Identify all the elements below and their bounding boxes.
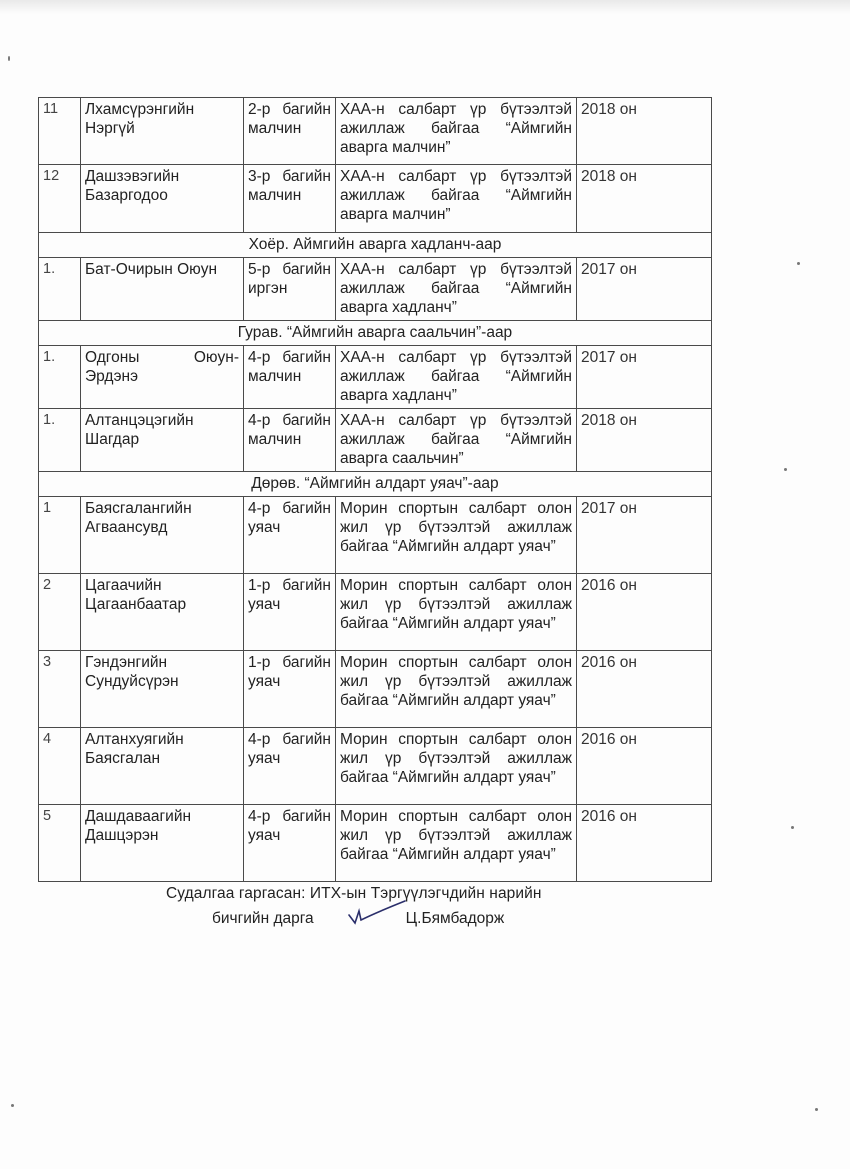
award-description: Морин спортын салбарт олон жил үр бүтээлтэй ажиллаж байгаа “Аймгийн алдарт уяач” [336, 728, 577, 805]
row-number: 11 [39, 98, 81, 165]
section-title: Гурав. “Аймгийн аварга саальчин”-аар [39, 321, 712, 346]
scan-edge [0, 0, 850, 14]
person-name: Бат-Очирын Оюун [81, 258, 244, 321]
table-row [39, 165, 712, 233]
person-name: Дашзэвэгийн Базаргодоо [81, 165, 244, 233]
person-position: 1-р багийн уяач [244, 574, 336, 651]
awards-table [38, 97, 712, 882]
award-year: 2016 он [577, 574, 712, 651]
person-name: Одгоны Оюун-Эрдэнэ [81, 346, 244, 409]
person-position: 4-р багийн уяач [244, 497, 336, 574]
person-position: 3-р багийн малчин [244, 165, 336, 233]
table-row [39, 98, 712, 165]
person-name: Дашдаваагийн Дашцэрэн [81, 805, 244, 882]
handwritten-signature [335, 893, 425, 927]
award-description: ХАА-н салбарт үр бүтээлтэй ажиллаж байгаа “Аймгийн аварга малчин” [336, 98, 577, 165]
person-position: 4-р багийн малчин [244, 346, 336, 409]
person-position: 1-р багийн уяач [244, 651, 336, 728]
award-year: 2016 он [577, 728, 712, 805]
section-header-row [39, 233, 712, 258]
award-year: 2018 он [577, 98, 712, 165]
section-title: Дөрөв. “Аймгийн алдарт уяач”-аар [39, 472, 712, 497]
table-row [39, 258, 712, 321]
scan-speck [791, 826, 794, 829]
row-number: 4 [39, 728, 81, 805]
award-description: ХАА-н салбарт үр бүтээлтэй ажиллаж байгаа “Аймгийн аварга малчин” [336, 165, 577, 233]
row-number: 12 [39, 165, 81, 233]
award-year: 2016 он [577, 805, 712, 882]
signer-name: Ц.Бямбадорж [405, 910, 505, 927]
person-name: Гэндэнгийн Сундуйсүрэн [81, 651, 244, 728]
award-year: 2017 он [577, 497, 712, 574]
section-header-row [39, 472, 712, 497]
row-number: 3 [39, 651, 81, 728]
table-body [39, 98, 712, 882]
award-year: 2018 он [577, 165, 712, 233]
scan-speck [8, 56, 10, 61]
person-name: Алтанцэцэгийн Шагдар [81, 409, 244, 472]
award-description: ХАА-н салбарт үр бүтээлтэй ажиллаж байгаа “Аймгийн аварга саальчин” [336, 409, 577, 472]
row-number: 1 [39, 497, 81, 574]
award-description: Морин спортын салбарт олон жил үр бүтээлтэй ажиллаж байгаа “Аймгийн алдарт уяач” [336, 805, 577, 882]
person-name: Алтанхуягийн Баясгалан [81, 728, 244, 805]
award-description: Морин спортын салбарт олон жил үр бүтээлтэй ажиллаж байгаа “Аймгийн алдарт уяач” [336, 651, 577, 728]
person-name: Лхамсүрэнгийн Нэргүй [81, 98, 244, 165]
scan-speck [784, 468, 787, 471]
award-year: 2017 он [577, 346, 712, 409]
table-row [39, 346, 712, 409]
row-number: 2 [39, 574, 81, 651]
scan-speck [815, 1108, 818, 1111]
table-row [39, 805, 712, 882]
row-number: 5 [39, 805, 81, 882]
award-description: Морин спортын салбарт олон жил үр бүтээлтэй ажиллаж байгаа “Аймгийн алдарт уяач” [336, 497, 577, 574]
section-title: Хоёр. Аймгийн аварга хадланч-аар [39, 233, 712, 258]
row-number: 1. [39, 346, 81, 409]
table-row [39, 497, 712, 574]
footer-line-1: Судалгаа гаргасан: ИТХ-ын Тэргүүлэгчдийн нарийн [166, 885, 542, 902]
table-row [39, 574, 712, 651]
table-row [39, 409, 712, 472]
person-name: Цагаачийн Цагаанбаатар [81, 574, 244, 651]
award-description: ХАА-н салбарт үр бүтээлтэй ажиллаж байгаа “Аймгийн аварга хадланч” [336, 346, 577, 409]
award-description: Морин спортын салбарт олон жил үр бүтээлтэй ажиллаж байгаа “Аймгийн алдарт уяач” [336, 574, 577, 651]
scan-speck [797, 262, 800, 265]
person-position: 2-р багийн малчин [244, 98, 336, 165]
row-number: 1. [39, 409, 81, 472]
person-position: 4-р багийн уяач [244, 805, 336, 882]
person-position: 5-р багийн иргэн [244, 258, 336, 321]
award-description: ХАА-н салбарт үр бүтээлтэй ажиллаж байгаа “Аймгийн аварга хадланч” [336, 258, 577, 321]
table-row [39, 651, 712, 728]
row-number: 1. [39, 258, 81, 321]
award-year: 2018 он [577, 409, 712, 472]
scan-speck [11, 1104, 14, 1107]
signer-title: бичгийн дарга [212, 910, 314, 927]
award-year: 2017 он [577, 258, 712, 321]
person-name: Баясгалангийн Агваансувд [81, 497, 244, 574]
person-position: 4-р багийн малчин [244, 409, 336, 472]
section-header-row [39, 321, 712, 346]
award-year: 2016 он [577, 651, 712, 728]
person-position: 4-р багийн уяач [244, 728, 336, 805]
table-row [39, 728, 712, 805]
